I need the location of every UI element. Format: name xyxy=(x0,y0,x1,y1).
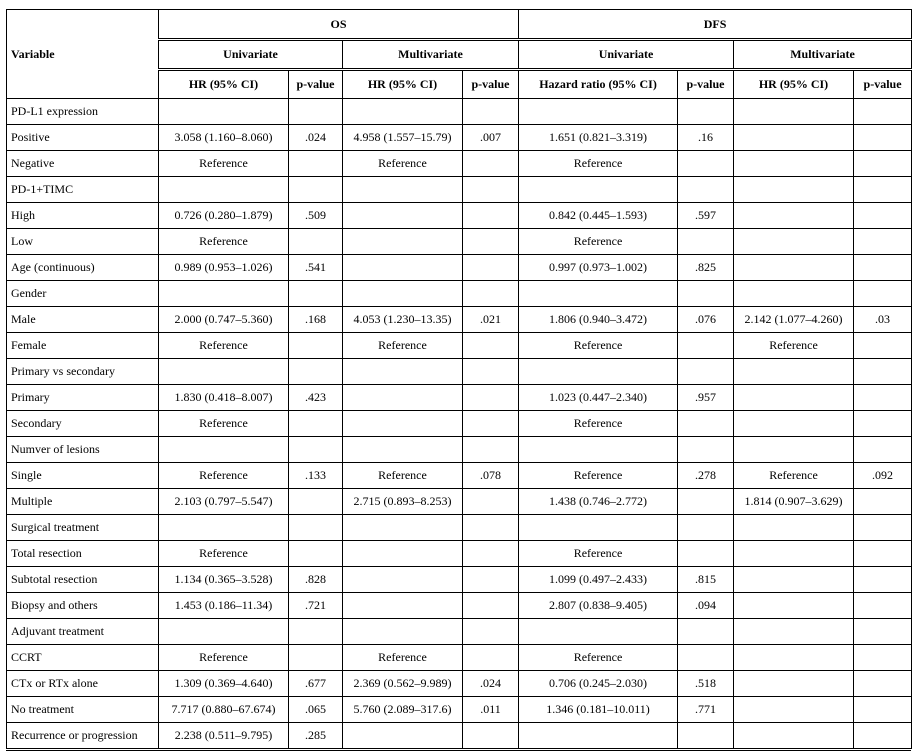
hr-cell xyxy=(159,619,289,645)
p-value-cell xyxy=(463,229,519,255)
table-row xyxy=(7,411,912,437)
row-label: PD-1+TIMC xyxy=(7,177,159,203)
p-value-cell: .825 xyxy=(678,255,734,281)
hr-cell xyxy=(159,437,289,463)
hr-cell: Reference xyxy=(519,411,678,437)
table-row xyxy=(7,697,912,723)
p-value-cell xyxy=(854,203,912,229)
hr-cell: 1.830 (0.418–8.007) xyxy=(159,385,289,411)
table-body xyxy=(7,99,912,749)
hr-cell xyxy=(734,437,854,463)
header-os-uni-p: p-value xyxy=(289,70,343,99)
hr-cell xyxy=(343,281,463,307)
hr-cell xyxy=(343,229,463,255)
hr-cell: 4.053 (1.230–13.35) xyxy=(343,307,463,333)
results-table-container xyxy=(6,9,911,749)
p-value-cell xyxy=(854,125,912,151)
row-label: Single xyxy=(7,463,159,489)
hr-cell xyxy=(734,255,854,281)
row-label: No treatment xyxy=(7,697,159,723)
hr-cell xyxy=(343,411,463,437)
hr-cell: 1.651 (0.821–3.319) xyxy=(519,125,678,151)
header-variable: Variable xyxy=(7,10,159,99)
hr-cell: Reference xyxy=(734,463,854,489)
hazard-ratio-table xyxy=(6,9,912,749)
hr-cell: 7.717 (0.880–67.674) xyxy=(159,697,289,723)
hr-cell xyxy=(734,125,854,151)
p-value-cell xyxy=(678,359,734,385)
p-value-cell xyxy=(463,645,519,671)
p-value-cell: .065 xyxy=(289,697,343,723)
hr-cell: 2.715 (0.893–8.253) xyxy=(343,489,463,515)
p-value-cell xyxy=(854,671,912,697)
row-label: Total resection xyxy=(7,541,159,567)
hr-cell: 1.806 (0.940–3.472) xyxy=(519,307,678,333)
table-row xyxy=(7,437,912,463)
bottom-rule xyxy=(6,750,911,751)
p-value-cell: .024 xyxy=(463,671,519,697)
hr-cell xyxy=(734,203,854,229)
row-label: CCRT xyxy=(7,645,159,671)
p-value-cell xyxy=(678,151,734,177)
header-dfs-uni-p: p-value xyxy=(678,70,734,99)
p-value-cell: .597 xyxy=(678,203,734,229)
table-row xyxy=(7,671,912,697)
hr-cell: Reference xyxy=(159,411,289,437)
p-value-cell: .957 xyxy=(678,385,734,411)
p-value-cell xyxy=(463,437,519,463)
p-value-cell xyxy=(854,99,912,125)
p-value-cell xyxy=(854,229,912,255)
row-label: Age (continuous) xyxy=(7,255,159,281)
p-value-cell xyxy=(289,177,343,203)
hr-cell: 2.369 (0.562–9.989) xyxy=(343,671,463,697)
row-label: Adjuvant treatment xyxy=(7,619,159,645)
p-value-cell: .815 xyxy=(678,567,734,593)
table-row xyxy=(7,333,912,359)
p-value-cell xyxy=(854,515,912,541)
hr-cell xyxy=(343,359,463,385)
p-value-cell xyxy=(463,411,519,437)
p-value-cell xyxy=(463,723,519,749)
p-value-cell xyxy=(678,541,734,567)
p-value-cell xyxy=(854,281,912,307)
hr-cell xyxy=(343,541,463,567)
table-row xyxy=(7,307,912,333)
p-value-cell: .021 xyxy=(463,307,519,333)
row-label: Negative xyxy=(7,151,159,177)
hr-cell: Reference xyxy=(519,151,678,177)
hr-cell xyxy=(734,385,854,411)
row-label: PD-L1 expression xyxy=(7,99,159,125)
p-value-cell xyxy=(854,437,912,463)
hr-cell: 2.142 (1.077–4.260) xyxy=(734,307,854,333)
hr-cell: 1.438 (0.746–2.772) xyxy=(519,489,678,515)
row-label: Subtotal resection xyxy=(7,567,159,593)
p-value-cell xyxy=(289,645,343,671)
p-value-cell: .024 xyxy=(289,125,343,151)
p-value-cell xyxy=(289,619,343,645)
hr-cell xyxy=(519,437,678,463)
hr-cell xyxy=(343,437,463,463)
table-row xyxy=(7,619,912,645)
table-row xyxy=(7,177,912,203)
p-value-cell xyxy=(463,333,519,359)
p-value-cell xyxy=(463,619,519,645)
hr-cell xyxy=(519,281,678,307)
p-value-cell xyxy=(463,99,519,125)
p-value-cell: .423 xyxy=(289,385,343,411)
hr-cell xyxy=(734,281,854,307)
p-value-cell xyxy=(678,619,734,645)
table-row xyxy=(7,385,912,411)
hr-cell xyxy=(343,619,463,645)
hr-cell xyxy=(519,619,678,645)
p-value-cell xyxy=(289,229,343,255)
p-value-cell xyxy=(678,281,734,307)
p-value-cell: .285 xyxy=(289,723,343,749)
row-label: Low xyxy=(7,229,159,255)
p-value-cell xyxy=(678,333,734,359)
p-value-cell xyxy=(289,515,343,541)
p-value-cell xyxy=(289,281,343,307)
p-value-cell: .011 xyxy=(463,697,519,723)
row-label: Biopsy and others xyxy=(7,593,159,619)
p-value-cell xyxy=(678,489,734,515)
p-value-cell xyxy=(289,541,343,567)
hr-cell xyxy=(159,281,289,307)
hr-cell: 0.989 (0.953–1.026) xyxy=(159,255,289,281)
hr-cell: Reference xyxy=(159,229,289,255)
p-value-cell xyxy=(678,411,734,437)
p-value-cell: .03 xyxy=(854,307,912,333)
hr-cell: 5.760 (2.089–317.6) xyxy=(343,697,463,723)
p-value-cell xyxy=(463,203,519,229)
header-dfs-multi-p: p-value xyxy=(854,70,912,99)
p-value-cell: .16 xyxy=(678,125,734,151)
hr-cell: 3.058 (1.160–8.060) xyxy=(159,125,289,151)
p-value-cell xyxy=(854,151,912,177)
hr-cell: 1.346 (0.181–10.011) xyxy=(519,697,678,723)
hr-cell: Reference xyxy=(343,645,463,671)
hr-cell xyxy=(519,515,678,541)
hr-cell: Reference xyxy=(519,463,678,489)
row-label: Secondary xyxy=(7,411,159,437)
hr-cell: 2.238 (0.511–9.795) xyxy=(159,723,289,749)
hr-cell xyxy=(343,567,463,593)
p-value-cell xyxy=(463,255,519,281)
hr-cell: 0.842 (0.445–1.593) xyxy=(519,203,678,229)
p-value-cell xyxy=(463,385,519,411)
table-row xyxy=(7,255,912,281)
hr-cell: Reference xyxy=(519,541,678,567)
hr-cell xyxy=(519,359,678,385)
p-value-cell xyxy=(463,151,519,177)
p-value-cell xyxy=(854,593,912,619)
p-value-cell: .007 xyxy=(463,125,519,151)
row-label: Surgical treatment xyxy=(7,515,159,541)
hr-cell: Reference xyxy=(159,541,289,567)
p-value-cell xyxy=(854,541,912,567)
table-row xyxy=(7,515,912,541)
hr-cell: Reference xyxy=(519,333,678,359)
table-row xyxy=(7,645,912,671)
p-value-cell: .092 xyxy=(854,463,912,489)
p-value-cell: .133 xyxy=(289,463,343,489)
hr-cell xyxy=(343,515,463,541)
header-dfs-multivariate: Multivariate xyxy=(734,40,912,70)
table-row xyxy=(7,541,912,567)
hr-cell xyxy=(734,697,854,723)
hr-cell: 1.099 (0.497–2.433) xyxy=(519,567,678,593)
table-row xyxy=(7,593,912,619)
hr-cell xyxy=(519,723,678,749)
table-row xyxy=(7,99,912,125)
hr-cell xyxy=(343,593,463,619)
hr-cell: 0.726 (0.280–1.879) xyxy=(159,203,289,229)
p-value-cell xyxy=(463,541,519,567)
p-value-cell xyxy=(854,723,912,749)
table-row xyxy=(7,359,912,385)
hr-cell: 0.997 (0.973–1.002) xyxy=(519,255,678,281)
hr-cell xyxy=(343,203,463,229)
hr-cell xyxy=(159,515,289,541)
hr-cell: 1.453 (0.186–11.34) xyxy=(159,593,289,619)
hr-cell: Reference xyxy=(519,229,678,255)
header-dfs: DFS xyxy=(519,10,912,40)
hr-cell: Reference xyxy=(159,645,289,671)
hr-cell xyxy=(734,541,854,567)
p-value-cell: .509 xyxy=(289,203,343,229)
p-value-cell xyxy=(289,411,343,437)
hr-cell xyxy=(734,411,854,437)
p-value-cell xyxy=(678,437,734,463)
header-dfs-uni-hr: Hazard ratio (95% CI) xyxy=(519,70,678,99)
p-value-cell xyxy=(678,515,734,541)
hr-cell xyxy=(734,359,854,385)
hr-cell xyxy=(734,723,854,749)
header-os-univariate: Univariate xyxy=(159,40,343,70)
p-value-cell xyxy=(289,437,343,463)
p-value-cell xyxy=(854,697,912,723)
p-value-cell xyxy=(854,177,912,203)
header-os-uni-hr: HR (95% CI) xyxy=(159,70,289,99)
row-label: Female xyxy=(7,333,159,359)
row-label: Numver of lesions xyxy=(7,437,159,463)
p-value-cell xyxy=(854,333,912,359)
hr-cell: Reference xyxy=(343,333,463,359)
hr-cell: Reference xyxy=(343,151,463,177)
hr-cell xyxy=(343,99,463,125)
table-row xyxy=(7,567,912,593)
p-value-cell xyxy=(289,99,343,125)
hr-cell xyxy=(159,99,289,125)
p-value-cell xyxy=(678,229,734,255)
hr-cell: 1.814 (0.907–3.629) xyxy=(734,489,854,515)
p-value-cell xyxy=(289,489,343,515)
hr-cell xyxy=(159,177,289,203)
p-value-cell xyxy=(678,177,734,203)
p-value-cell: .076 xyxy=(678,307,734,333)
p-value-cell xyxy=(463,281,519,307)
p-value-cell: .721 xyxy=(289,593,343,619)
row-label: Primary vs secondary xyxy=(7,359,159,385)
p-value-cell: .771 xyxy=(678,697,734,723)
hr-cell: 2.103 (0.797–5.547) xyxy=(159,489,289,515)
hr-cell: 4.958 (1.557–15.79) xyxy=(343,125,463,151)
p-value-cell xyxy=(854,489,912,515)
table-row xyxy=(7,281,912,307)
hr-cell: 1.309 (0.369–4.640) xyxy=(159,671,289,697)
header-os-multi-hr: HR (95% CI) xyxy=(343,70,463,99)
table-row xyxy=(7,125,912,151)
header-os-multivariate: Multivariate xyxy=(343,40,519,70)
table-row xyxy=(7,229,912,255)
p-value-cell: .541 xyxy=(289,255,343,281)
hr-cell xyxy=(734,645,854,671)
hr-cell xyxy=(343,255,463,281)
hr-cell: Reference xyxy=(343,463,463,489)
p-value-cell xyxy=(463,593,519,619)
p-value-cell xyxy=(463,177,519,203)
row-label: CTx or RTx alone xyxy=(7,671,159,697)
p-value-cell: .168 xyxy=(289,307,343,333)
row-label: Male xyxy=(7,307,159,333)
hr-cell xyxy=(734,593,854,619)
row-label: Gender xyxy=(7,281,159,307)
table-row xyxy=(7,203,912,229)
hr-cell xyxy=(734,619,854,645)
p-value-cell xyxy=(854,411,912,437)
header-dfs-multi-hr: HR (95% CI) xyxy=(734,70,854,99)
hr-cell: 2.000 (0.747–5.360) xyxy=(159,307,289,333)
p-value-cell xyxy=(289,333,343,359)
hr-cell xyxy=(734,99,854,125)
hr-cell xyxy=(159,359,289,385)
p-value-cell xyxy=(463,567,519,593)
hr-cell: Reference xyxy=(159,151,289,177)
row-label: Primary xyxy=(7,385,159,411)
header-os: OS xyxy=(159,10,519,40)
p-value-cell: .828 xyxy=(289,567,343,593)
hr-cell: 0.706 (0.245–2.030) xyxy=(519,671,678,697)
hr-cell: 1.023 (0.447–2.340) xyxy=(519,385,678,411)
row-label: Multiple xyxy=(7,489,159,515)
hr-cell xyxy=(343,385,463,411)
p-value-cell xyxy=(854,567,912,593)
p-value-cell: .518 xyxy=(678,671,734,697)
hr-cell xyxy=(519,177,678,203)
hr-cell: Reference xyxy=(734,333,854,359)
p-value-cell xyxy=(854,645,912,671)
p-value-cell xyxy=(678,645,734,671)
hr-cell xyxy=(734,229,854,255)
p-value-cell xyxy=(289,359,343,385)
p-value-cell: .677 xyxy=(289,671,343,697)
p-value-cell xyxy=(289,151,343,177)
hr-cell xyxy=(734,671,854,697)
table-row xyxy=(7,723,912,749)
p-value-cell xyxy=(854,255,912,281)
header-dfs-univariate: Univariate xyxy=(519,40,734,70)
p-value-cell: .278 xyxy=(678,463,734,489)
p-value-cell xyxy=(463,489,519,515)
table-row xyxy=(7,463,912,489)
p-value-cell: .094 xyxy=(678,593,734,619)
p-value-cell: .078 xyxy=(463,463,519,489)
p-value-cell xyxy=(854,619,912,645)
table-row xyxy=(7,489,912,515)
hr-cell xyxy=(343,723,463,749)
hr-cell xyxy=(519,99,678,125)
header-os-multi-p: p-value xyxy=(463,70,519,99)
p-value-cell xyxy=(854,359,912,385)
hr-cell: 1.134 (0.365–3.528) xyxy=(159,567,289,593)
row-label: High xyxy=(7,203,159,229)
row-label: Positive xyxy=(7,125,159,151)
hr-cell xyxy=(734,177,854,203)
hr-cell xyxy=(734,567,854,593)
table-row xyxy=(7,151,912,177)
hr-cell: 2.807 (0.838–9.405) xyxy=(519,593,678,619)
p-value-cell xyxy=(854,385,912,411)
p-value-cell xyxy=(463,515,519,541)
p-value-cell xyxy=(678,99,734,125)
p-value-cell xyxy=(678,723,734,749)
hr-cell xyxy=(734,151,854,177)
hr-cell: Reference xyxy=(159,333,289,359)
hr-cell: Reference xyxy=(159,463,289,489)
p-value-cell xyxy=(463,359,519,385)
hr-cell: Reference xyxy=(519,645,678,671)
hr-cell xyxy=(734,515,854,541)
row-label: Recurrence or progression xyxy=(7,723,159,749)
hr-cell xyxy=(343,177,463,203)
